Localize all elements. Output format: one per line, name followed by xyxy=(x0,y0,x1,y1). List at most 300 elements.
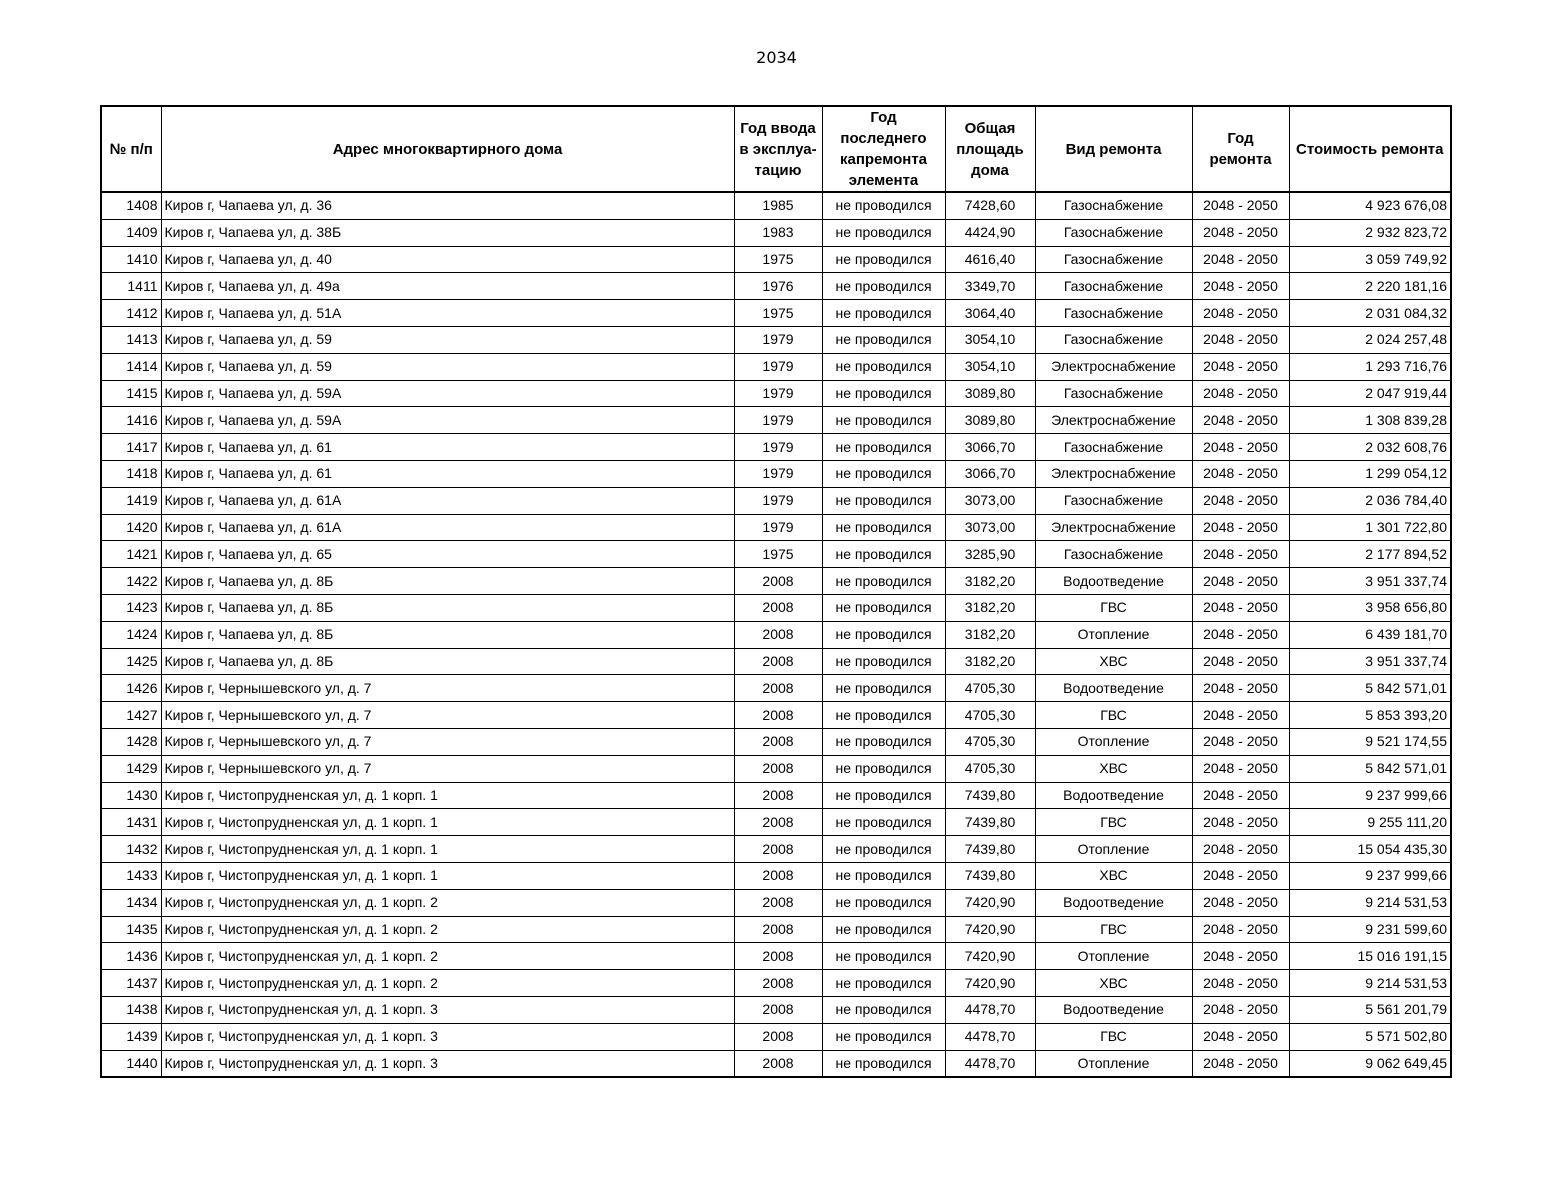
cell-repair-period: 2048 - 2050 xyxy=(1192,996,1289,1023)
cell-address: Киров г, Чистопрудненская ул, д. 1 корп. 2 xyxy=(161,970,734,997)
cell-cost: 3 951 337,74 xyxy=(1289,648,1451,675)
cell-repair-period: 2048 - 2050 xyxy=(1192,594,1289,621)
cell-year-built: 1975 xyxy=(734,300,822,327)
cell-repair-period: 2048 - 2050 xyxy=(1192,353,1289,380)
cell-repair-period: 2048 - 2050 xyxy=(1192,809,1289,836)
cell-area: 3182,20 xyxy=(945,594,1035,621)
cell-cost: 9 521 174,55 xyxy=(1289,728,1451,755)
cell-num: 1421 xyxy=(101,541,161,568)
cell-cost: 9 237 999,66 xyxy=(1289,862,1451,889)
cell-last-repair: не проводился xyxy=(822,943,945,970)
table-row xyxy=(101,1023,1451,1050)
cell-num: 1420 xyxy=(101,514,161,541)
cell-repair-type: Водоотведение xyxy=(1035,568,1192,595)
cell-address: Киров г, Чапаева ул, д. 51А xyxy=(161,300,734,327)
cell-repair-period: 2048 - 2050 xyxy=(1192,300,1289,327)
cell-cost: 2 036 784,40 xyxy=(1289,487,1451,514)
cell-num: 1414 xyxy=(101,353,161,380)
cell-last-repair: не проводился xyxy=(822,434,945,461)
cell-year-built: 2008 xyxy=(734,996,822,1023)
cell-area: 3182,20 xyxy=(945,568,1035,595)
table-row xyxy=(101,514,1451,541)
cell-address: Киров г, Чистопрудненская ул, д. 1 корп. 1 xyxy=(161,782,734,809)
table-row xyxy=(101,380,1451,407)
cell-cost: 5 842 571,01 xyxy=(1289,675,1451,702)
table-row xyxy=(101,273,1451,300)
table-row xyxy=(101,353,1451,380)
cell-area: 4478,70 xyxy=(945,1050,1035,1077)
cell-repair-type: Электроснабжение xyxy=(1035,407,1192,434)
cell-num: 1410 xyxy=(101,246,161,273)
cell-address: Киров г, Чапаева ул, д. 38Б xyxy=(161,219,734,246)
cell-address: Киров г, Чапаева ул, д. 49а xyxy=(161,273,734,300)
cell-year-built: 2008 xyxy=(734,1023,822,1050)
cell-address: Киров г, Чапаева ул, д. 59 xyxy=(161,353,734,380)
cell-area: 3054,10 xyxy=(945,326,1035,353)
cell-num: 1435 xyxy=(101,916,161,943)
table-row xyxy=(101,836,1451,863)
cell-area: 7420,90 xyxy=(945,970,1035,997)
cell-address: Киров г, Чистопрудненская ул, д. 1 корп. 2 xyxy=(161,916,734,943)
cell-cost: 9 214 531,53 xyxy=(1289,970,1451,997)
cell-cost: 2 024 257,48 xyxy=(1289,326,1451,353)
cell-num: 1425 xyxy=(101,648,161,675)
cell-area: 4705,30 xyxy=(945,755,1035,782)
cell-area: 4424,90 xyxy=(945,219,1035,246)
table-row xyxy=(101,192,1451,219)
cell-repair-period: 2048 - 2050 xyxy=(1192,434,1289,461)
cell-num: 1433 xyxy=(101,862,161,889)
cell-repair-type: Газоснабжение xyxy=(1035,434,1192,461)
cell-cost: 15 054 435,30 xyxy=(1289,836,1451,863)
table-row xyxy=(101,594,1451,621)
cell-num: 1411 xyxy=(101,273,161,300)
cell-address: Киров г, Чистопрудненская ул, д. 1 корп. 3 xyxy=(161,1050,734,1077)
cell-last-repair: не проводился xyxy=(822,889,945,916)
cell-cost: 1 301 722,80 xyxy=(1289,514,1451,541)
cell-repair-type: ХВС xyxy=(1035,970,1192,997)
cell-year-built: 1979 xyxy=(734,353,822,380)
cell-num: 1412 xyxy=(101,300,161,327)
cell-repair-period: 2048 - 2050 xyxy=(1192,1023,1289,1050)
cell-year-built: 2008 xyxy=(734,702,822,729)
cell-address: Киров г, Чапаева ул, д. 8Б xyxy=(161,568,734,595)
page-number: 2034 xyxy=(756,48,797,67)
cell-year-built: 2008 xyxy=(734,916,822,943)
table-body xyxy=(101,192,1451,1077)
cell-year-built: 1975 xyxy=(734,541,822,568)
cell-repair-type: Отопление xyxy=(1035,728,1192,755)
cell-year-built: 2008 xyxy=(734,755,822,782)
cell-cost: 9 255 111,20 xyxy=(1289,809,1451,836)
cell-address: Киров г, Чапаева ул, д. 61 xyxy=(161,434,734,461)
cell-cost: 1 293 716,76 xyxy=(1289,353,1451,380)
header-num: № п/п xyxy=(101,106,161,192)
cell-last-repair: не проводился xyxy=(822,594,945,621)
cell-repair-type: Газоснабжение xyxy=(1035,273,1192,300)
cell-num: 1437 xyxy=(101,970,161,997)
cell-last-repair: не проводился xyxy=(822,782,945,809)
cell-cost: 2 932 823,72 xyxy=(1289,219,1451,246)
header-year-built: Год ввода в эксплуа-тацию xyxy=(734,106,822,192)
cell-last-repair: не проводился xyxy=(822,675,945,702)
cell-num: 1416 xyxy=(101,407,161,434)
cell-cost: 9 062 649,45 xyxy=(1289,1050,1451,1077)
cell-repair-period: 2048 - 2050 xyxy=(1192,916,1289,943)
cell-repair-type: Газоснабжение xyxy=(1035,541,1192,568)
cell-cost: 2 047 919,44 xyxy=(1289,380,1451,407)
cell-cost: 1 299 054,12 xyxy=(1289,460,1451,487)
table-row xyxy=(101,541,1451,568)
cell-last-repair: не проводился xyxy=(822,487,945,514)
cell-address: Киров г, Чапаева ул, д. 8Б xyxy=(161,621,734,648)
cell-address: Киров г, Чистопрудненская ул, д. 1 корп. 3 xyxy=(161,996,734,1023)
cell-area: 7439,80 xyxy=(945,809,1035,836)
cell-area: 3066,70 xyxy=(945,460,1035,487)
header-repair-type: Вид ремонта xyxy=(1035,106,1192,192)
cell-repair-type: Газоснабжение xyxy=(1035,192,1192,219)
cell-area: 3182,20 xyxy=(945,621,1035,648)
cell-last-repair: не проводился xyxy=(822,970,945,997)
header-address: Адрес многоквартирного дома xyxy=(161,106,734,192)
table-row xyxy=(101,916,1451,943)
table-row xyxy=(101,755,1451,782)
header-cost: Стоимость ремонта xyxy=(1289,106,1451,192)
cell-address: Киров г, Чапаева ул, д. 61 xyxy=(161,460,734,487)
cell-repair-period: 2048 - 2050 xyxy=(1192,380,1289,407)
cell-repair-type: Газоснабжение xyxy=(1035,246,1192,273)
cell-area: 3089,80 xyxy=(945,380,1035,407)
cell-repair-period: 2048 - 2050 xyxy=(1192,1050,1289,1077)
cell-repair-type: Электроснабжение xyxy=(1035,353,1192,380)
cell-repair-type: ХВС xyxy=(1035,862,1192,889)
cell-area: 3054,10 xyxy=(945,353,1035,380)
cell-address: Киров г, Чапаева ул, д. 59 xyxy=(161,326,734,353)
cell-area: 3073,00 xyxy=(945,487,1035,514)
cell-repair-type: Отопление xyxy=(1035,621,1192,648)
cell-repair-period: 2048 - 2050 xyxy=(1192,514,1289,541)
cell-year-built: 2008 xyxy=(734,594,822,621)
cell-address: Киров г, Чернышевского ул, д. 7 xyxy=(161,755,734,782)
cell-year-built: 1979 xyxy=(734,380,822,407)
cell-repair-period: 2048 - 2050 xyxy=(1192,621,1289,648)
cell-repair-type: Электроснабжение xyxy=(1035,460,1192,487)
cell-last-repair: не проводился xyxy=(822,192,945,219)
cell-year-built: 1983 xyxy=(734,219,822,246)
cell-repair-period: 2048 - 2050 xyxy=(1192,246,1289,273)
cell-last-repair: не проводился xyxy=(822,996,945,1023)
cell-area: 7439,80 xyxy=(945,862,1035,889)
cell-last-repair: не проводился xyxy=(822,916,945,943)
cell-last-repair: не проводился xyxy=(822,326,945,353)
table-row xyxy=(101,809,1451,836)
cell-cost: 5 561 201,79 xyxy=(1289,996,1451,1023)
cell-address: Киров г, Чистопрудненская ул, д. 1 корп. 2 xyxy=(161,943,734,970)
cell-year-built: 1979 xyxy=(734,326,822,353)
cell-year-built: 1979 xyxy=(734,460,822,487)
cell-last-repair: не проводился xyxy=(822,273,945,300)
header-repair-period: Год ремонта xyxy=(1192,106,1289,192)
cell-last-repair: не проводился xyxy=(822,219,945,246)
cell-repair-type: Газоснабжение xyxy=(1035,380,1192,407)
cell-cost: 2 032 608,76 xyxy=(1289,434,1451,461)
cell-repair-type: Газоснабжение xyxy=(1035,487,1192,514)
table-row xyxy=(101,970,1451,997)
cell-num: 1422 xyxy=(101,568,161,595)
cell-year-built: 1979 xyxy=(734,407,822,434)
cell-area: 7420,90 xyxy=(945,889,1035,916)
table-row xyxy=(101,219,1451,246)
cell-num: 1409 xyxy=(101,219,161,246)
cell-last-repair: не проводился xyxy=(822,621,945,648)
cell-last-repair: не проводился xyxy=(822,460,945,487)
cell-repair-period: 2048 - 2050 xyxy=(1192,943,1289,970)
cell-year-built: 2008 xyxy=(734,943,822,970)
cell-address: Киров г, Чернышевского ул, д. 7 xyxy=(161,702,734,729)
cell-repair-type: Отопление xyxy=(1035,1050,1192,1077)
cell-year-built: 2008 xyxy=(734,621,822,648)
cell-repair-type: Водоотведение xyxy=(1035,675,1192,702)
cell-address: Киров г, Чапаева ул, д. 61А xyxy=(161,487,734,514)
cell-address: Киров г, Чистопрудненская ул, д. 1 корп. 1 xyxy=(161,809,734,836)
cell-num: 1418 xyxy=(101,460,161,487)
cell-year-built: 2008 xyxy=(734,862,822,889)
table-row xyxy=(101,568,1451,595)
cell-num: 1426 xyxy=(101,675,161,702)
cell-last-repair: не проводился xyxy=(822,568,945,595)
table-row xyxy=(101,434,1451,461)
cell-last-repair: не проводился xyxy=(822,380,945,407)
cell-area: 4478,70 xyxy=(945,996,1035,1023)
cell-area: 3064,40 xyxy=(945,300,1035,327)
cell-area: 7428,60 xyxy=(945,192,1035,219)
table-row xyxy=(101,621,1451,648)
cell-repair-period: 2048 - 2050 xyxy=(1192,889,1289,916)
cell-cost: 3 951 337,74 xyxy=(1289,568,1451,595)
cell-cost: 6 439 181,70 xyxy=(1289,621,1451,648)
cell-year-built: 2008 xyxy=(734,782,822,809)
cell-area: 4705,30 xyxy=(945,702,1035,729)
cell-cost: 5 842 571,01 xyxy=(1289,755,1451,782)
repair-schedule-table xyxy=(100,105,1452,1078)
cell-area: 3089,80 xyxy=(945,407,1035,434)
table-row xyxy=(101,326,1451,353)
cell-repair-period: 2048 - 2050 xyxy=(1192,728,1289,755)
cell-year-built: 1979 xyxy=(734,434,822,461)
cell-year-built: 1975 xyxy=(734,246,822,273)
cell-cost: 9 214 531,53 xyxy=(1289,889,1451,916)
table-row xyxy=(101,1050,1451,1077)
cell-area: 4705,30 xyxy=(945,675,1035,702)
header-row xyxy=(101,106,1451,192)
cell-repair-type: ГВС xyxy=(1035,594,1192,621)
cell-num: 1438 xyxy=(101,996,161,1023)
cell-last-repair: не проводился xyxy=(822,728,945,755)
cell-last-repair: не проводился xyxy=(822,836,945,863)
table-row xyxy=(101,487,1451,514)
cell-address: Киров г, Чернышевского ул, д. 7 xyxy=(161,728,734,755)
cell-num: 1434 xyxy=(101,889,161,916)
cell-repair-period: 2048 - 2050 xyxy=(1192,755,1289,782)
cell-repair-period: 2048 - 2050 xyxy=(1192,782,1289,809)
cell-address: Киров г, Чапаева ул, д. 36 xyxy=(161,192,734,219)
cell-last-repair: не проводился xyxy=(822,755,945,782)
cell-address: Киров г, Чапаева ул, д. 59А xyxy=(161,380,734,407)
cell-repair-type: ХВС xyxy=(1035,648,1192,675)
cell-last-repair: не проводился xyxy=(822,541,945,568)
cell-year-built: 2008 xyxy=(734,728,822,755)
cell-last-repair: не проводился xyxy=(822,300,945,327)
table-row xyxy=(101,300,1451,327)
cell-repair-period: 2048 - 2050 xyxy=(1192,273,1289,300)
cell-area: 3182,20 xyxy=(945,648,1035,675)
table-row xyxy=(101,407,1451,434)
cell-repair-type: ХВС xyxy=(1035,755,1192,782)
cell-repair-period: 2048 - 2050 xyxy=(1192,487,1289,514)
cell-address: Киров г, Чапаева ул, д. 8Б xyxy=(161,594,734,621)
cell-repair-period: 2048 - 2050 xyxy=(1192,192,1289,219)
table-row xyxy=(101,675,1451,702)
cell-address: Киров г, Чернышевского ул, д. 7 xyxy=(161,675,734,702)
cell-area: 7439,80 xyxy=(945,836,1035,863)
cell-cost: 15 016 191,15 xyxy=(1289,943,1451,970)
table-row xyxy=(101,782,1451,809)
cell-repair-type: Водоотведение xyxy=(1035,782,1192,809)
cell-num: 1408 xyxy=(101,192,161,219)
cell-repair-period: 2048 - 2050 xyxy=(1192,648,1289,675)
cell-last-repair: не проводился xyxy=(822,407,945,434)
cell-year-built: 2008 xyxy=(734,648,822,675)
cell-repair-period: 2048 - 2050 xyxy=(1192,407,1289,434)
cell-year-built: 2008 xyxy=(734,675,822,702)
cell-area: 4478,70 xyxy=(945,1023,1035,1050)
cell-last-repair: не проводился xyxy=(822,809,945,836)
cell-cost: 4 923 676,08 xyxy=(1289,192,1451,219)
cell-num: 1432 xyxy=(101,836,161,863)
cell-year-built: 1976 xyxy=(734,273,822,300)
cell-year-built: 2008 xyxy=(734,809,822,836)
cell-area: 3285,90 xyxy=(945,541,1035,568)
cell-repair-period: 2048 - 2050 xyxy=(1192,568,1289,595)
cell-num: 1428 xyxy=(101,728,161,755)
cell-repair-type: ГВС xyxy=(1035,809,1192,836)
cell-year-built: 2008 xyxy=(734,568,822,595)
table-row xyxy=(101,648,1451,675)
cell-year-built: 1979 xyxy=(734,514,822,541)
table-row xyxy=(101,996,1451,1023)
cell-repair-type: Электроснабжение xyxy=(1035,514,1192,541)
cell-repair-period: 2048 - 2050 xyxy=(1192,219,1289,246)
cell-repair-type: Газоснабжение xyxy=(1035,219,1192,246)
cell-repair-type: Газоснабжение xyxy=(1035,300,1192,327)
cell-area: 4705,30 xyxy=(945,728,1035,755)
cell-last-repair: не проводился xyxy=(822,862,945,889)
cell-num: 1431 xyxy=(101,809,161,836)
table-row xyxy=(101,702,1451,729)
cell-year-built: 2008 xyxy=(734,836,822,863)
cell-num: 1439 xyxy=(101,1023,161,1050)
cell-repair-period: 2048 - 2050 xyxy=(1192,702,1289,729)
cell-repair-type: ГВС xyxy=(1035,1023,1192,1050)
cell-year-built: 2008 xyxy=(734,1050,822,1077)
cell-repair-period: 2048 - 2050 xyxy=(1192,541,1289,568)
cell-year-built: 2008 xyxy=(734,889,822,916)
cell-cost: 2 220 181,16 xyxy=(1289,273,1451,300)
cell-num: 1417 xyxy=(101,434,161,461)
table-row xyxy=(101,460,1451,487)
cell-num: 1429 xyxy=(101,755,161,782)
cell-address: Киров г, Чистопрудненская ул, д. 1 корп. 3 xyxy=(161,1023,734,1050)
cell-num: 1436 xyxy=(101,943,161,970)
cell-cost: 5 853 393,20 xyxy=(1289,702,1451,729)
cell-repair-period: 2048 - 2050 xyxy=(1192,460,1289,487)
header-area: Общая площадь дома xyxy=(945,106,1035,192)
cell-last-repair: не проводился xyxy=(822,514,945,541)
cell-num: 1423 xyxy=(101,594,161,621)
cell-year-built: 2008 xyxy=(734,970,822,997)
cell-num: 1424 xyxy=(101,621,161,648)
cell-num: 1427 xyxy=(101,702,161,729)
cell-repair-period: 2048 - 2050 xyxy=(1192,970,1289,997)
cell-repair-type: Водоотведение xyxy=(1035,889,1192,916)
cell-cost: 9 237 999,66 xyxy=(1289,782,1451,809)
cell-cost: 3 958 656,80 xyxy=(1289,594,1451,621)
cell-repair-type: Газоснабжение xyxy=(1035,326,1192,353)
cell-repair-period: 2048 - 2050 xyxy=(1192,326,1289,353)
cell-address: Киров г, Чапаева ул, д. 59А xyxy=(161,407,734,434)
cell-num: 1413 xyxy=(101,326,161,353)
table-row xyxy=(101,889,1451,916)
cell-address: Киров г, Чапаева ул, д. 61А xyxy=(161,514,734,541)
cell-area: 4616,40 xyxy=(945,246,1035,273)
table-row xyxy=(101,246,1451,273)
cell-area: 3066,70 xyxy=(945,434,1035,461)
cell-num: 1419 xyxy=(101,487,161,514)
cell-last-repair: не проводился xyxy=(822,648,945,675)
cell-last-repair: не проводился xyxy=(822,246,945,273)
cell-address: Киров г, Чапаева ул, д. 8Б xyxy=(161,648,734,675)
cell-area: 7420,90 xyxy=(945,943,1035,970)
cell-last-repair: не проводился xyxy=(822,1023,945,1050)
cell-num: 1440 xyxy=(101,1050,161,1077)
table-row xyxy=(101,728,1451,755)
cell-num: 1415 xyxy=(101,380,161,407)
cell-area: 3073,00 xyxy=(945,514,1035,541)
cell-repair-period: 2048 - 2050 xyxy=(1192,836,1289,863)
table-row xyxy=(101,862,1451,889)
cell-cost: 9 231 599,60 xyxy=(1289,916,1451,943)
cell-repair-type: ГВС xyxy=(1035,916,1192,943)
cell-address: Киров г, Чистопрудненская ул, д. 1 корп. 1 xyxy=(161,862,734,889)
table-header xyxy=(101,106,1451,192)
cell-repair-type: Отопление xyxy=(1035,943,1192,970)
cell-cost: 2 031 084,32 xyxy=(1289,300,1451,327)
table-row xyxy=(101,943,1451,970)
cell-address: Киров г, Чистопрудненская ул, д. 1 корп. 2 xyxy=(161,889,734,916)
cell-last-repair: не проводился xyxy=(822,702,945,729)
cell-year-built: 1979 xyxy=(734,487,822,514)
cell-address: Киров г, Чапаева ул, д. 65 xyxy=(161,541,734,568)
cell-cost: 5 571 502,80 xyxy=(1289,1023,1451,1050)
cell-repair-type: Водоотведение xyxy=(1035,996,1192,1023)
cell-last-repair: не проводился xyxy=(822,1050,945,1077)
cell-repair-period: 2048 - 2050 xyxy=(1192,675,1289,702)
cell-area: 7420,90 xyxy=(945,916,1035,943)
cell-repair-type: ГВС xyxy=(1035,702,1192,729)
cell-area: 7439,80 xyxy=(945,782,1035,809)
cell-year-built: 1985 xyxy=(734,192,822,219)
cell-address: Киров г, Чистопрудненская ул, д. 1 корп. 1 xyxy=(161,836,734,863)
